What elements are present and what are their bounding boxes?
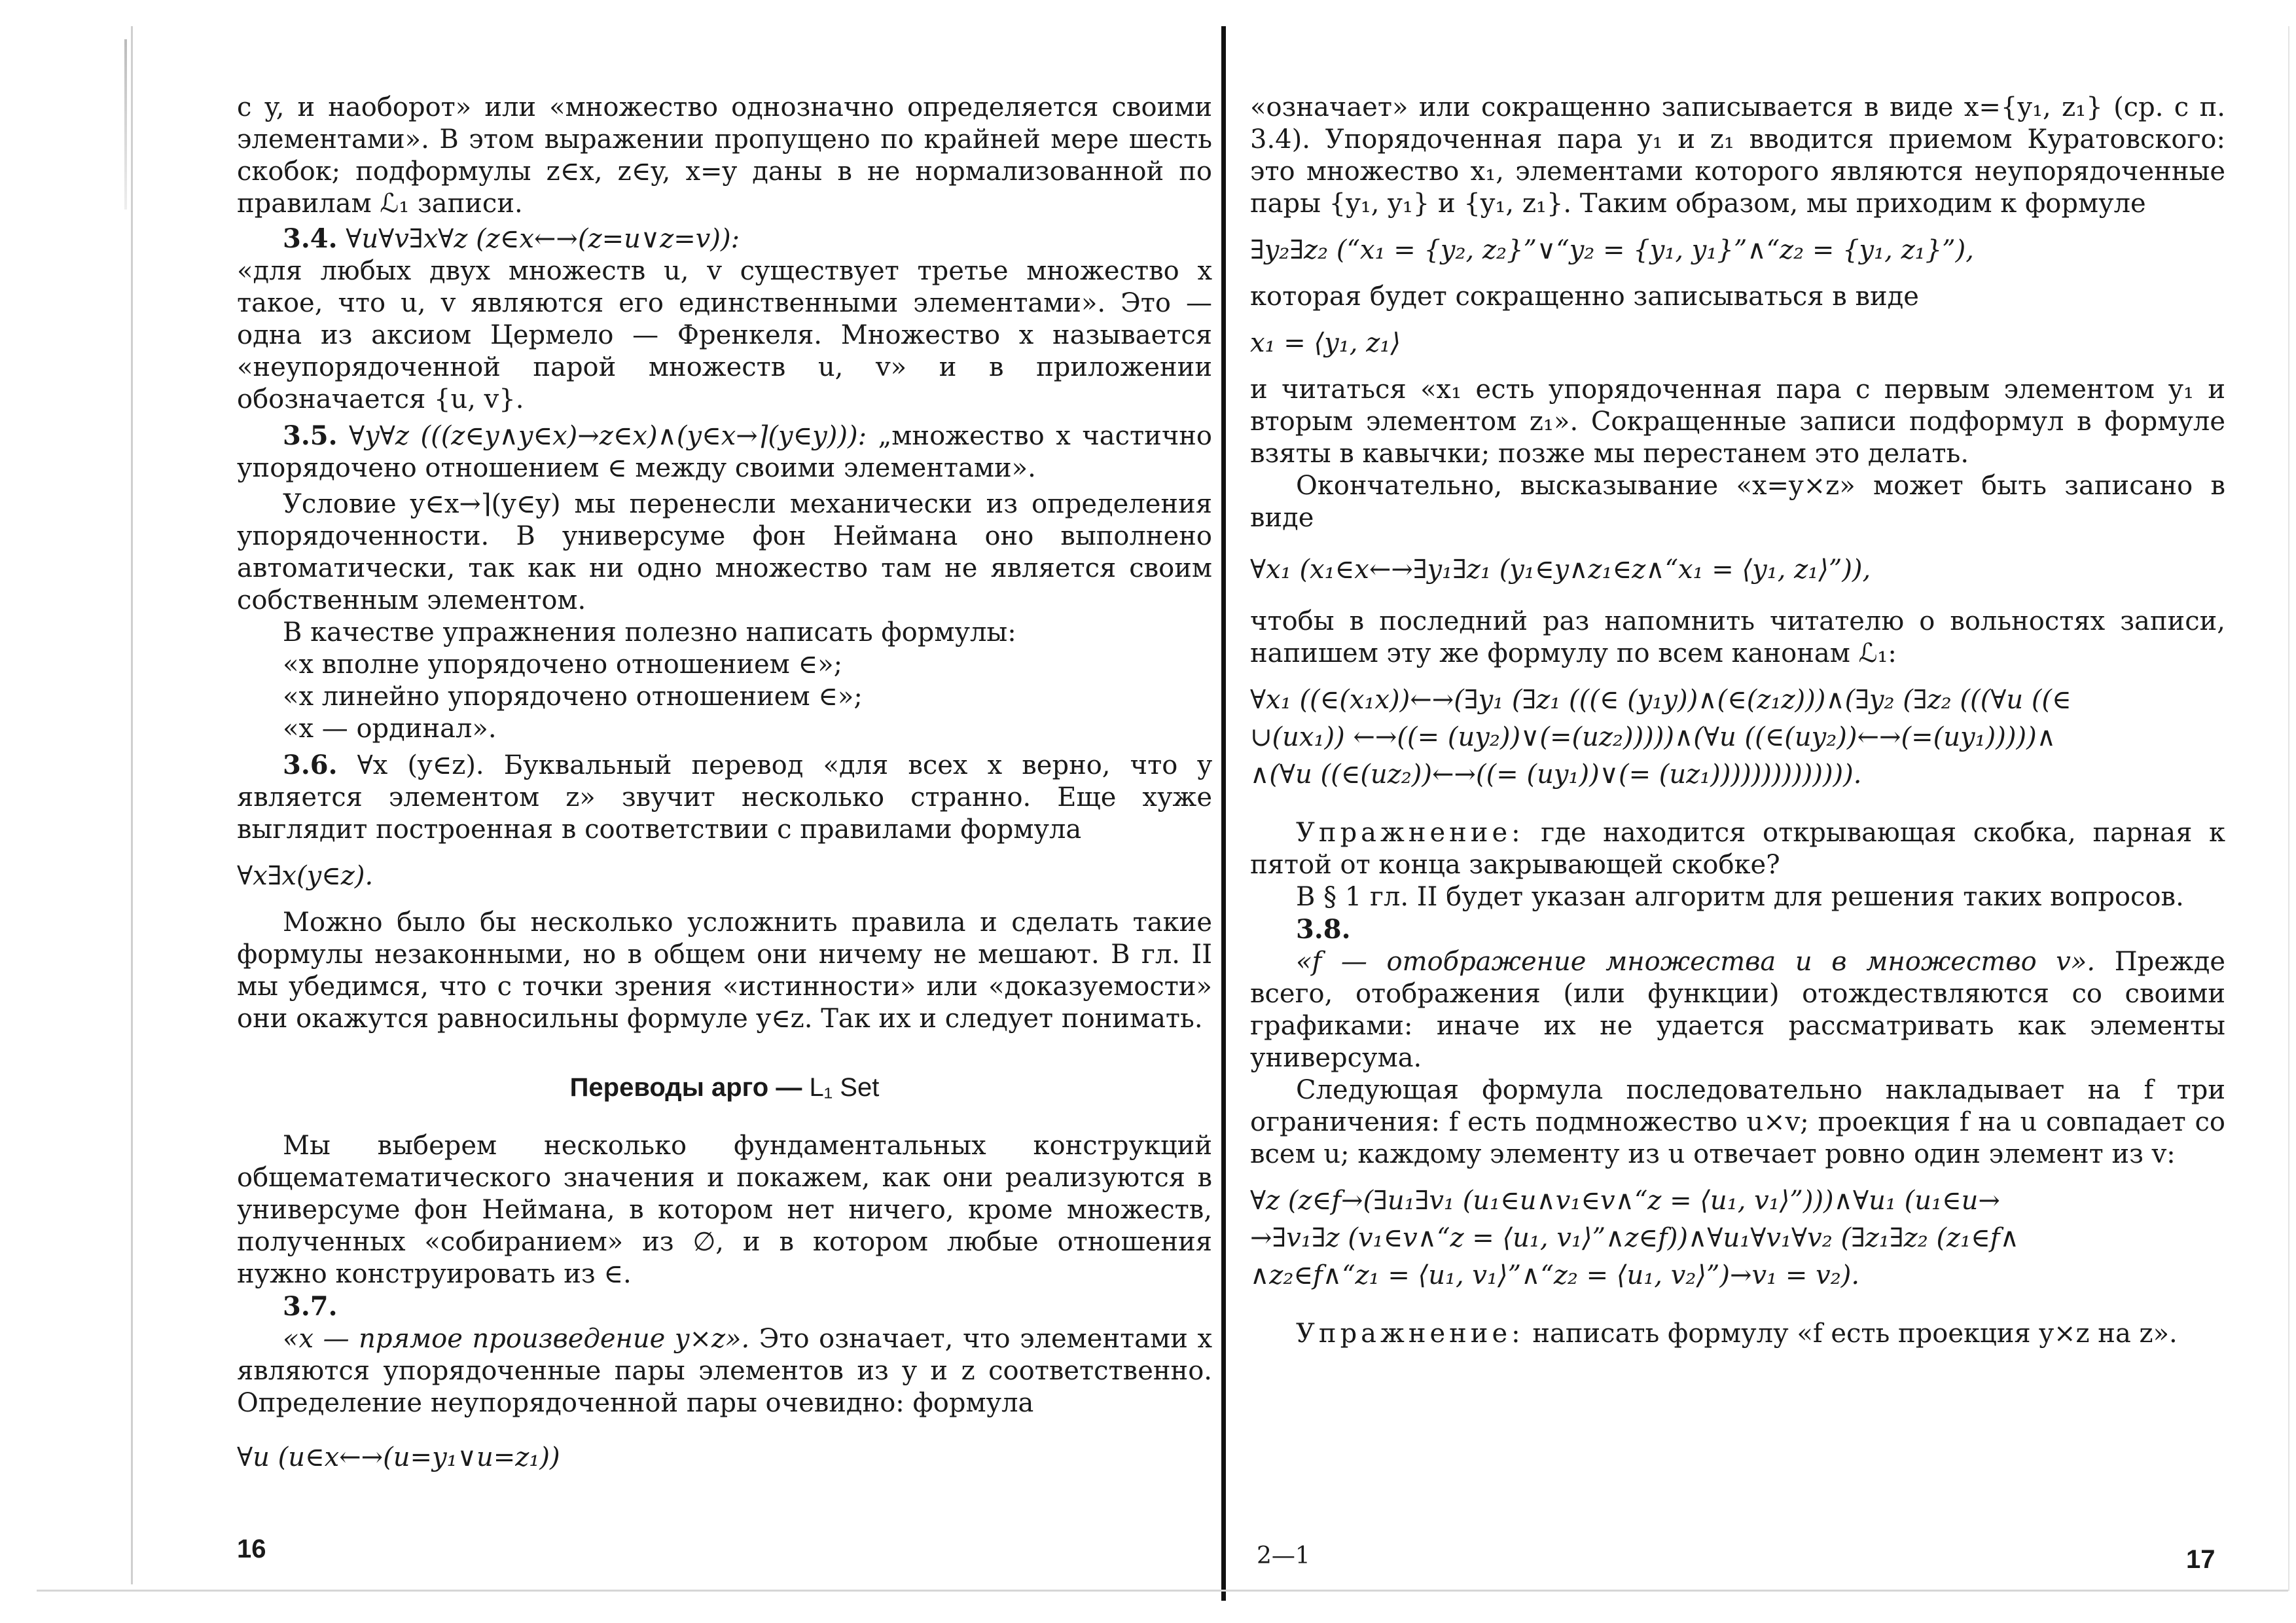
formula: x₁ = ⟨y₁, z₁⟩ — [1250, 328, 1401, 358]
exercise-2 — [1250, 1318, 2225, 1350]
section-text: „множество x частично упорядочено отношением ∈ между своими элементами». — [237, 421, 1213, 483]
formula: ∀x₁ (x₁∈x←→∃y₁∃z₁ (y₁∈y∧z₁∈z∧“x₁ = ⟨y₁, z₁⟩”)), — [1250, 555, 1871, 585]
scan-mark — [124, 39, 127, 210]
page-gutter — [1221, 26, 1226, 1601]
signature-mark: 2—1 — [1257, 1542, 1310, 1569]
bottom-page-edge — [37, 1590, 2288, 1592]
list-item: «x линейно упорядочено отношением ∈»; — [283, 682, 863, 712]
right-paragraph-7: Следующая формула последовательно накладывает на f три ограничения: f есть подмножество u×v; проекция f на u совпадает со всем u; каждому элементу из u отвечает ровно один элемент из v: — [1250, 1075, 2225, 1169]
exercise-label: Упражнение: — [1296, 818, 1524, 848]
exercise-1 — [1250, 817, 2225, 881]
section-3-6 — [237, 749, 1212, 846]
formula: ∃y₂∃z₂ (“x₁ = {y₂, z₂}”∨“y₂ = {y₁, y₁}”∧“z₂ = {y₁, z₁}”), — [1250, 235, 1974, 265]
formula: ∀x∃x(y∈z). — [237, 861, 374, 891]
section-number: 3.8. — [1296, 914, 1351, 945]
section-3-8-number — [1250, 913, 2225, 946]
right-paragraph-5: чтобы в последний раз напомнить читателю о вольностях записи, напишем эту же формулу по всем канонам ℒ₁: — [1250, 606, 2225, 668]
left-paragraph-2: «для любых двух множеств u, v существует третье множество x такое, что u, v являются его единственными элементами». Это — одна из аксиом Цермело — Френкеля. Множество x называется «неупорядоченной парой множеств u, v» и в приложении обозначается {u, v}. — [237, 256, 1213, 414]
section-3-7-number — [237, 1290, 1212, 1323]
section-text: Прежде всего, отображения (или функции) отождествляются со своими графиками: иначе их не удается рассматривать как элементы универсума. — [1250, 947, 2225, 1073]
formula-line: →∃v₁∃z (v₁∈v∧“z = ⟨u₁, v₁⟩”∧z∈f))∧∀u₁∀v₁∀v₂ (∃z₁∃z₂ (z₁∈f∧ — [1250, 1223, 2019, 1253]
section-text: ∀x (y∈z). Буквальный перевод «для всех x верно, что y является элементом z» звучит несколько странно. Еще хуже выглядит построенная в соответствии с правилами формула — [237, 750, 1212, 845]
section-3-4 — [237, 223, 1212, 255]
formula-line: ∪(ux₁)) ←→((= (uy₂))∨(=(uz₂)))))∧(∀u ((∈(uy₂))←→(=(uy₁)))))∧ — [1250, 722, 2056, 752]
formula: ∀u∀v∃x∀z (z∈x←→(z=u∨z=v)): — [346, 224, 740, 254]
right-paragraph-4: Окончательно, высказывание «x=y×z» может быть записано в виде — [1250, 471, 2225, 533]
left-page — [237, 92, 1212, 1488]
section-number: 3.4. — [283, 223, 338, 254]
right-page — [1250, 92, 2225, 1350]
section-3-5 — [237, 420, 1212, 484]
formula-line: ∀z (z∈f→(∃u₁∃v₁ (u₁∈u∧v₁∈v∧“z = ⟨u₁, v₁⟩”)))∧∀u₁ (u₁∈u→ — [1250, 1186, 2000, 1216]
exercise-text: написать формулу «f есть проекция y×z на z». — [1524, 1319, 2178, 1349]
section-heading — [237, 1072, 1212, 1104]
list-item: «x — ординал». — [283, 714, 497, 744]
formula-line: ∧(∀u ((∈(uz₂))←→((= (uy₁))∨(= (uz₁)))))))))))))). — [1250, 759, 1862, 790]
left-paragraph-5: Можно было бы несколько усложнить правила и сделать такие формулы незаконными, но в общем они ничему не мешают. В гл. II мы убедимся, что с точки зрения «истинности» или «доказуемости» они окажутся равносильны формуле y∈z. Так их и следует понимать. — [237, 907, 1212, 1034]
heading-bold: Переводы арго — — [569, 1073, 810, 1102]
formula-line: ∀x₁ ((∈(x₁x))←→(∃y₁ (∃z₁ (((∈ (y₁y))∧(∈(z₁z)))∧(∃y₂ (∃z₂ (((∀u ((∈ — [1250, 685, 2072, 715]
right-paragraph-1: «означает» или сокращенно записывается в виде x={y₁, z₁} (ср. с п. 3.4). Упорядоченная пара y₁ и z₁ вводится приемом Куратовского: это множество x₁, элементами которого являются неупорядоченные пары {y₁, y₁} и {y₁, z₁}. Таким образом, мы приходим к формуле — [1250, 92, 2225, 219]
section-3-8 — [1250, 946, 2225, 1074]
right-paragraph-6: В § 1 гл. II будет указан алгоритм для решения таких вопросов. — [1296, 882, 2184, 912]
exercise-label: Упражнение: — [1296, 1319, 1524, 1349]
right-paragraph-3: и читаться «x₁ есть упорядоченная пара с первым элементом y₁ и вторым элементом z₁». Сокращенные записи подформул в формуле взяты в кавычки; позже мы перестанем это делать. — [1250, 374, 2225, 469]
left-paragraph-1: с y, и наоборот» или «множество однозначно определяется своими элементами». В этом выражении пропущено по крайней мере шесть скобок; подформулы z∈x, z∈y, x=y даны в не нормализованной по правилам ℒ₁ записи. — [237, 92, 1212, 219]
formula: ∀y∀z (((z∈y∧y∈x)→z∈x)∧(y∈x→⌉(y∈y))): — [349, 421, 867, 451]
left-paragraph-3: Условие y∈x→⌉(y∈y) мы перенесли механически из определения упорядоченности. В универсуме фон Неймана оно выполнено автоматически, так как ни одно множество там не является своим собственным элементом. — [237, 489, 1212, 615]
formula: ∀u (u∈x←→(u=y₁∨u=z₁)) — [237, 1442, 560, 1472]
page-number-left: 16 — [237, 1535, 266, 1563]
section-number: 3.5. — [283, 420, 338, 451]
section-italic: «x — прямое произведение y×z». — [283, 1324, 750, 1354]
exercise-text: где находится открывающая скобка, парная к пятой от конца закрывающей скобке? — [1250, 818, 2225, 880]
right-page-edge — [2288, 26, 2289, 1591]
section-text: Это означает, что элементами x являются упорядоченные пары элементов из y и z соответственно. Определение неупорядоченной пары очевидно: формула — [237, 1324, 1212, 1418]
right-paragraph-2: которая будет сокращенно записываться в виде — [1250, 282, 1919, 312]
formula-line: ∧z₂∈f∧“z₁ = ⟨u₁, v₁⟩”∧“z₂ = ⟨u₁, v₂⟩”)→v₁ = v₂). — [1250, 1260, 1860, 1290]
left-paragraph-4: В качестве упражнения полезно написать формулы: — [283, 617, 1016, 647]
section-number: 3.6. — [283, 750, 338, 780]
heading-rest: L₁ Set — [809, 1073, 880, 1102]
left-page-edge — [131, 26, 133, 1584]
section-3-7 — [237, 1323, 1212, 1419]
left-paragraph-6: Мы выберем несколько фундаментальных конструкций общематематического значения и покажем, как они реализуются в универсуме фон Неймана, в котором нет ничего, кроме множеств, полученных «собиранием» из ∅, и в котором любые отношения нужно конструировать из ∈. — [237, 1131, 1212, 1289]
section-number: 3.7. — [283, 1291, 338, 1322]
section-italic: «f — отображение множества u в множество v». — [1296, 947, 2096, 977]
list-item: «x вполне упорядочено отношением ∈»; — [283, 649, 843, 680]
page-number-right: 17 — [2186, 1545, 2215, 1574]
